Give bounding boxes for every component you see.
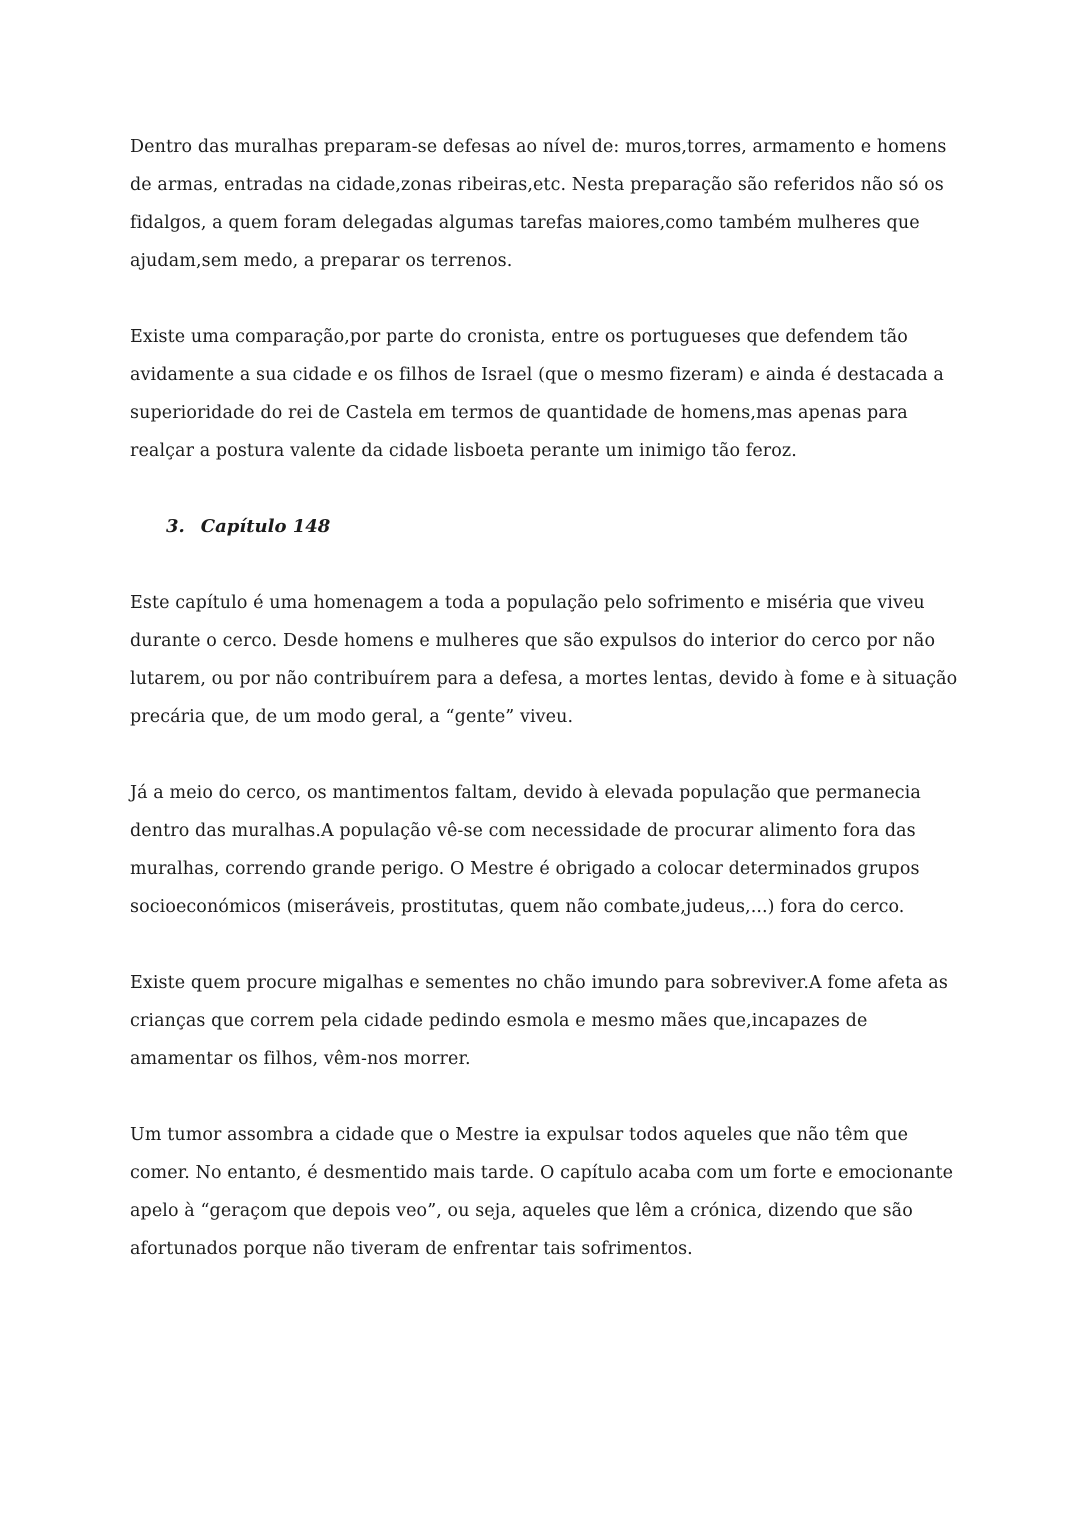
paragraph-homenagem: Este capítulo é uma homenagem a toda a população pelo sofrimento e miséria que viveu durante o cerco. Desde homens e mulheres que são expulsos do interior do cerco por não lutarem, ou por não contribuírem para a defesa, a mortes lentas, devido à fome e à situação precária que, de um modo geral, a “gente” viveu. xyxy=(130,593,958,727)
paragraph-tumor: Um tumor assombra a cidade que o Mestre ia expulsar todos aqueles que não têm que comer. No entanto, é desmentido mais tarde. O capítulo acaba com um forte e emocionante apelo à “geraçom que depois veo”, ou seja, aqueles que lêm a crónica, dizendo que são afortunados porque não tiveram de enfrentar tais sofrimentos. xyxy=(130,1125,954,1259)
section-title: Capítulo 148 xyxy=(200,516,331,537)
document-body xyxy=(130,128,962,1268)
paragraph-defesas: Dentro das muralhas preparam-se defesas ao nível de: muros,torres, armamento e homens de armas, entradas na cidade,zonas ribeiras,etc. Nesta preparação são referidos não só os fidalgos, a quem foram delegadas algumas tarefas maiores,como também mulheres que ajudam,sem medo, a preparar os terrenos. xyxy=(130,137,947,271)
section-heading-capitulo-148 xyxy=(130,508,962,546)
paragraph-mantimentos: Já a meio do cerco, os mantimentos faltam, devido à elevada população que permanecia dentro das muralhas.A população vê-se com necessidade de procurar alimento fora das muralhas, correndo grande perigo. O Mestre é obrigado a colocar determinados grupos socioeconómicos (miseráveis, prostitutas, quem não combate,judeus,...) fora do cerco. xyxy=(130,783,921,917)
paragraph-migalhas: Existe quem procure migalhas e sementes no chão imundo para sobreviver.A fome afeta as crianças que correm pela cidade pedindo esmola e mesmo mães que,incapazes de amamentar os filhos, vêm-nos morrer. xyxy=(130,973,948,1069)
paragraph-comparacao: Existe uma comparação,por parte do cronista, entre os portugueses que defendem tão avidamente a sua cidade e os filhos de Israel (que o mesmo fizeram) e ainda é destacada a superioridade do rei de Castela em termos de quantidade de homens,mas apenas para realçar a postura valente da cidade lisboeta perante um inimigo tão feroz. xyxy=(130,327,944,461)
section-number: 3. xyxy=(166,516,185,537)
